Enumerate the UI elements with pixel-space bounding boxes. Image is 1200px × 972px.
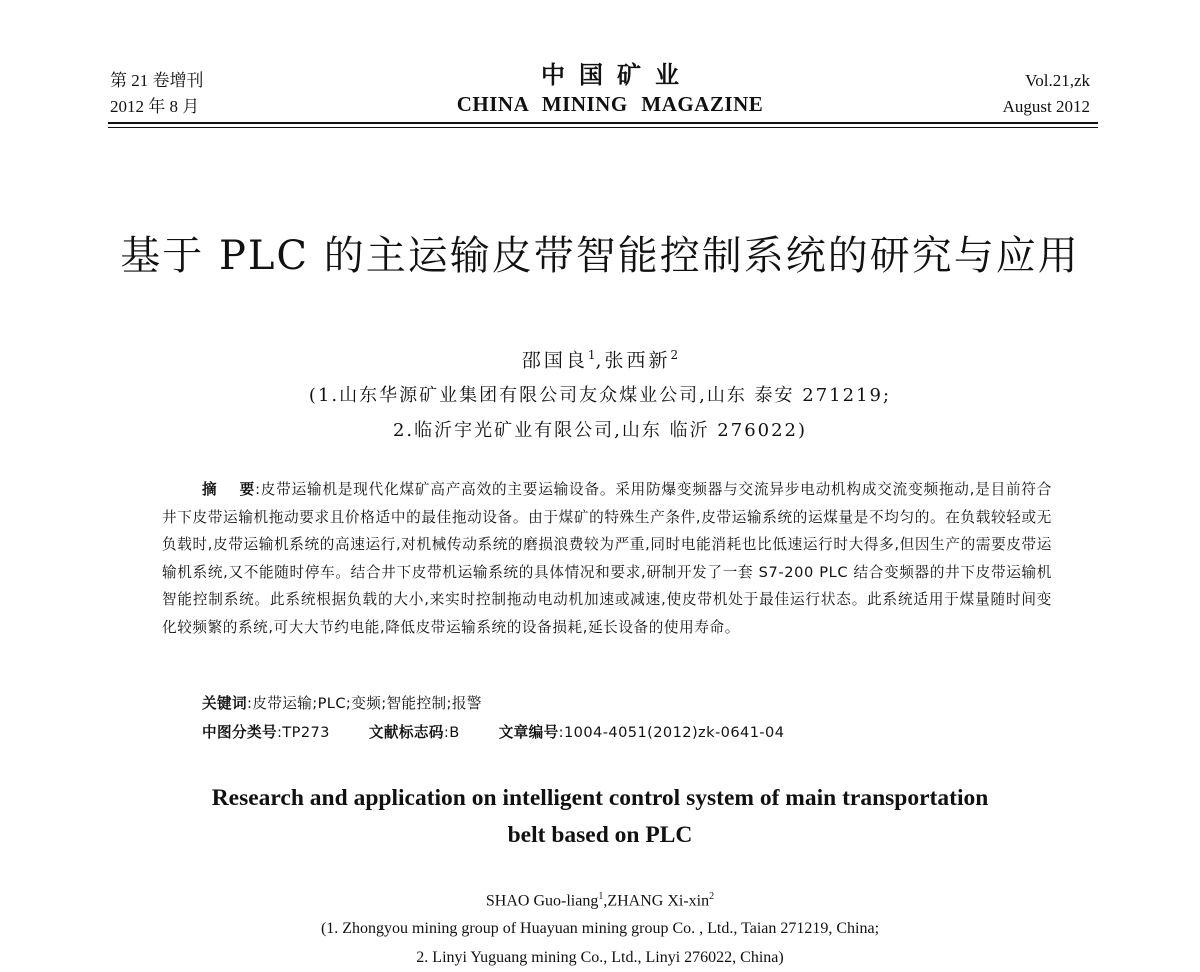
header-rule-thick [108,122,1098,124]
author-separator: , [595,349,605,372]
affiliation-line: (1.山东华源矿业集团有限公司友众煤业公司,山东 泰安 271219; [308,385,892,406]
author-affiliation-mark: 2 [670,348,679,362]
abstract-text: 皮带运输机是现代化煤矿高产高效的主要运输设备。采用防爆变频器与交流异步电动机构成交流变频拖动,是目前符合井下皮带运输机拖动要求且价格适中的最佳拖动设备。由于煤矿的特殊生产条件,皮带运输系统的运煤量是不均匀的。在负载较轻或无负载时,皮带运输机系统的高速运行,对机械传动系统的磨损浪费较为严重,同时电能消耗也比低速运行时大得多,但因生产的需要皮带运输机系统,又不能随时停车。结合井下皮带机运输系统的具体情况和要求,研制开发了一套 S7-200 PLC 结合变频器的井下皮带运输机智能控制系统。此系统根据负载的大小,来实时控制拖动电动机加速或减速,使皮带机处于最佳运行状态。此系统适用于煤量随时间变化较频繁的系统,可大大节约电能,降低皮带运输系统的设备损耗,延长设备的使用寿命。 [162,481,1053,636]
document-code-label: 文献标志码 [368,724,444,741]
header-right [1003,68,1090,120]
volume-issue-en: Vol.21,zk [1025,71,1090,90]
journal-name-cn: 中国矿业 [541,61,693,89]
article-id-value: :1004-4051(2012)zk-0641-04 [558,724,785,741]
abstract-label-char: 摘 [202,481,218,498]
abstract-label-char: 要 [239,481,256,498]
keywords-label: 关键词 [202,695,247,712]
journal-masthead [400,60,820,118]
author-affiliation-mark: 1 [598,891,604,902]
author-name: 邵国良 [521,349,588,372]
author-list-en [0,886,1200,912]
clc-number [202,719,330,746]
article-title-cn: 基于 PLC 的主运输皮带智能控制系统的研究与应用 [120,233,1080,279]
classification-info [202,719,1052,746]
affiliation-line: 2.临沂宇光矿业有限公司,山东 临沂 276022) [392,420,808,441]
article-id-label: 文章编号 [498,724,559,741]
author-name: ZHANG Xi-xin [607,892,710,910]
affiliation-en-line: (1. Zhongyou mining group of Huayuan mining group Co. , Ltd., Taian 271219, China; [320,920,880,937]
abstract-colon: : [255,481,261,498]
title-en-line: Research and application on intelligent control system of main transportation [211,785,989,811]
title-en-line: belt based on PLC [507,822,693,848]
keywords [202,690,1052,717]
header-left [110,68,204,120]
document-code [369,719,460,746]
article-title-en [0,780,1200,854]
abstract [162,476,1052,641]
volume-issue-cn: 第 21 卷增刊 [110,71,204,90]
publication-date-en: August 2012 [1002,97,1090,116]
author-name: SHAO Guo-liang [485,892,599,910]
keywords-colon: : [246,695,253,712]
document-code-value: :B [443,724,460,741]
author-list-cn [0,340,1200,375]
affiliations-cn [0,378,1200,448]
affiliation-en-line-clipped: 2. Linyi Yuguang mining Co., Ltd., Linyi 276022, China) [416,949,784,966]
author-affiliation-mark: 1 [587,348,596,362]
author-affiliation-mark: 2 [709,891,715,902]
clc-label: 中图分类号 [202,724,277,741]
article-id [499,719,785,746]
header-rule-thin [108,127,1098,128]
publication-date-cn: 2012 年 8 月 [110,97,200,116]
journal-name-en: CHINA MINING MAGAZINE [456,92,764,116]
clc-value: :TP273 [276,724,330,741]
author-name: 张西新 [604,349,671,372]
abstract-label [202,481,255,498]
keywords-value: 皮带运输;PLC;变频;智能控制;报警 [252,695,482,712]
author-separator: , [603,892,608,910]
